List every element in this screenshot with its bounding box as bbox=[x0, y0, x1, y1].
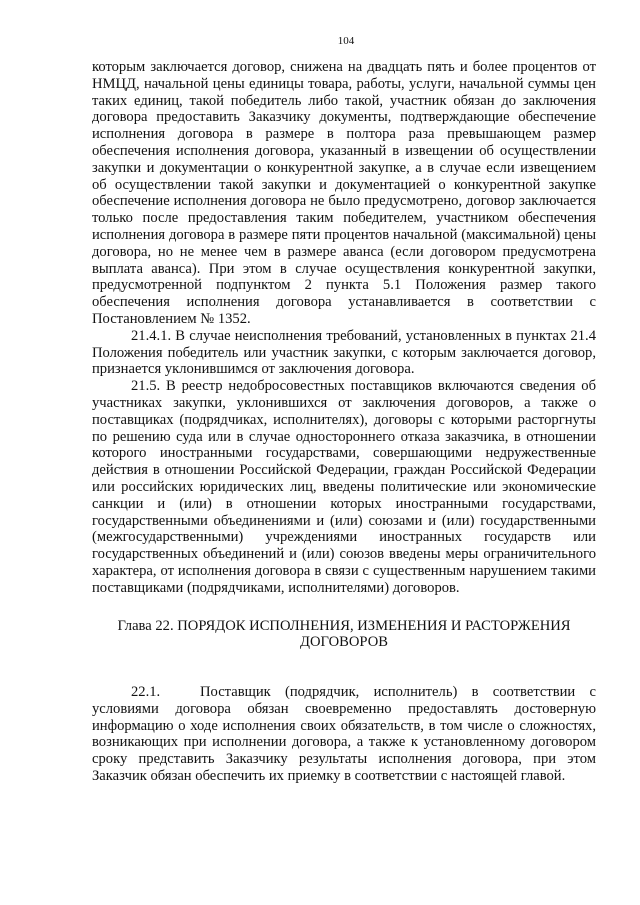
clause-number: 22.1. bbox=[131, 684, 161, 701]
document-page bbox=[92, 34, 596, 785]
chapter-title-line-2: ДОГОВОРОВ bbox=[300, 634, 388, 651]
clause-text: Поставщик (подрядчик, исполнитель) в соответствии с условиями договора обязан своевременно предоставлять достоверную информацию о ходе исполнения своих обязательств, в том числе о сложностях, возникающих при исполнении договора, а также к установленному договором сроку представить Заказчику результаты исполнения договора, при этом Заказчик обязан обеспечить их приемку в соответствии с настоящей главой. bbox=[92, 684, 596, 785]
paragraph-continuation: которым заключается договор, снижена на двадцать пять и более процентов от НМЦД, начальной цены единицы товара, работы, услуги, начальной суммы цен таких единиц, такой победитель либо такой, участник обязан до заключения договора предоставить Заказчику документы, подтверждающие обеспечение исполнения договора в размере в полтора раза превышающем размер обеспечения исполнения договора, указанный в извещении об осуществлении закупки и документации о конкурентной закупке, а в случае если извещением об осуществлении такой закупки и документацией о конкурентной закупке обеспечение исполнения договора не было предусмотрено, договор заключается только после предоставления таким победителем, участником обеспечения исполнения договора в размере пяти процентов начальной (максимальной) цены договора, но не менее чем в размере аванса (если договором предусмотрена выплата аванса). При этом в случае осуществления конкурентной закупки, предусмотренной подпунктом 2 пункта 5.1 Положения размер такого обеспечения исполнения договора устанавливается в соответствии с Постановлением № 1352. bbox=[92, 59, 596, 327]
paragraph-21-5: 21.5. В реестр недобросовестных поставщиков включаются сведения об участниках закупки, уклонившихся от заключения договоров, а также о поставщиках (подрядчиках, исполнителях), договоры с которыми расторгнуты по решению суда или в случае одностороннего отказа заказчика, в отношении которого иностранными государствами, совершающими недружественные действия в отношении Российской Федерации, граждан Российской Федерации или российских юридических лиц, введены политические или экономические санкции и (или) в отношении которых иностранными государствами, государственными объединениями и (или) союзами и (или) государственными (межгосударственными) учреждениями иностранных государств или государственных объединений и (или) союзов введены меры ограничительного характера, от исполнения договора в связи с существенным нарушением такими поставщиками (подрядчиками, исполнителями) договоров. bbox=[92, 378, 596, 596]
chapter-title bbox=[92, 618, 596, 652]
paragraph-21-4-1: 21.4.1. В случае неисполнения требований, установленных в пунктах 21.4 Положения победитель или участник закупки, с которым заключается договор, признается уклонившимся от заключения договора. bbox=[92, 327, 596, 378]
chapter-title-line-1: Глава 22. ПОРЯДОК ИСПОЛНЕНИЯ, ИЗМЕНЕНИЯ И РАСТОРЖЕНИЯ bbox=[117, 617, 571, 634]
paragraph-22-1 bbox=[92, 684, 596, 785]
page-number: 104 bbox=[337, 35, 355, 47]
